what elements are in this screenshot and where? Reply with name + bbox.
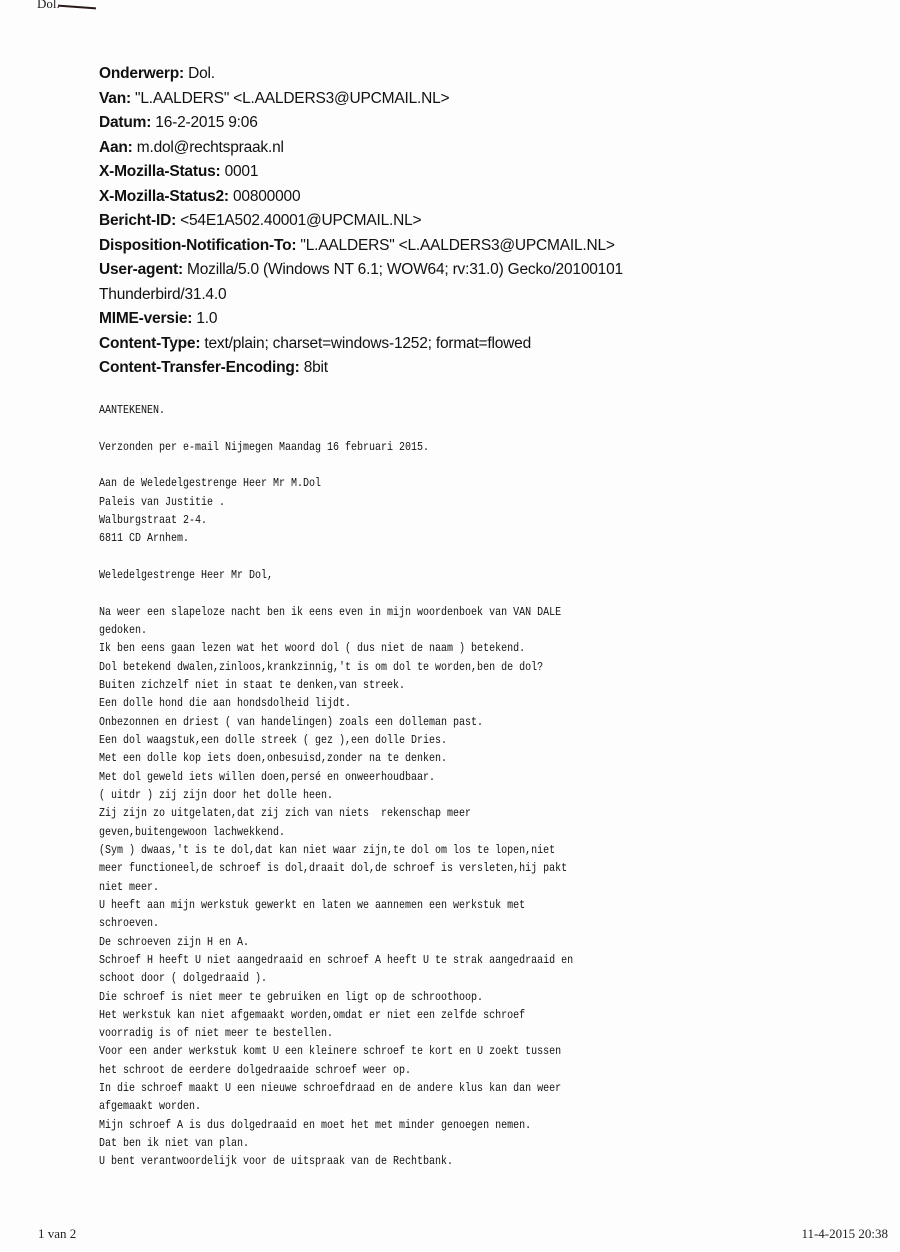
body-line: In die schroef maakt U een nieuwe schroefdraad en de andere klus kan dan weer [99, 1082, 562, 1097]
header-key: X-Mozilla-Status2: [99, 187, 229, 205]
print-timestamp: 11-4-2015 20:38 [801, 1226, 888, 1241]
body-line: AANTEKENEN. [99, 404, 166, 418]
header-value: Mozilla/5.0 (Windows NT 6.1; WOW64; rv:31.0) Gecko/20100101 [182, 261, 623, 278]
corner-label: Dol. [37, 0, 60, 11]
body-line: niet meer. [99, 881, 160, 895]
header-key: Aan: [99, 138, 133, 156]
body-line: Een dol waagstuk,een dolle streek ( gez ),een dolle Dries. [99, 734, 448, 748]
body-line: Buiten zichzelf niet in staat te denken,van streek. [99, 679, 406, 693]
body-line: schroeven. [99, 917, 160, 932]
body-line: U heeft aan mijn werkstuk gewerkt en laten we aannemen een werkstuk met [99, 899, 526, 913]
body-line: meer functioneel,de schroef is dol,draait dol,de schroef is versleten,hij pakt [99, 862, 568, 877]
header-value: <54E1A502.40001@UPCMAIL.NL> [176, 212, 422, 229]
body-line: De schroeven zijn H en A. [99, 936, 250, 950]
body-line: geven,buitengewoon lachwekkend. [99, 826, 286, 840]
header-value: 8bit [299, 359, 328, 376]
header-row [99, 87, 623, 112]
body-line: Weledelgestrenge Heer Mr Dol, [99, 569, 274, 583]
header-value: 1.0 [192, 310, 218, 327]
body-line: Mijn schroef A is dus dolgedraaid en moet het met minder genoegen nemen. [99, 1119, 532, 1133]
header-row [99, 111, 623, 136]
body-line: voorradig is of niet meer te bestellen. [99, 1027, 334, 1042]
header-value: "L.AALDERS" <L.AALDERS3@UPCMAIL.NL> [130, 89, 450, 107]
body-line: Met een dolle kop iets doen,onbesuisd,zonder na te denken. [99, 753, 448, 767]
body-line: Zij zijn zo uitgelaten,dat zij zich van niets rekenschap meer [99, 807, 472, 822]
header-key: MIME-versie: [99, 310, 193, 327]
header-row [99, 234, 623, 259]
body-line: U bent verantwoordelijk voor de uitspraak van de Rechtbank. [99, 1156, 454, 1170]
body-line: Dol betekend dwalen,zinloos,krankzinnig,'t is om dol te worden,ben de dol? [99, 661, 544, 675]
header-row [99, 136, 623, 161]
header-row [99, 185, 623, 210]
header-value: 0001 [220, 163, 259, 180]
body-line: Die schroef is niet meer te gebruiken en ligt op de schroothoop. [99, 991, 484, 1005]
header-key: Onderwerp: [99, 65, 184, 82]
body-line: ( uitdr ) zij zijn door het dolle heen. [99, 789, 334, 803]
header-value: Thunderbird/31.4.0 [99, 285, 227, 303]
header-value: Dol. [183, 65, 215, 82]
header-row [99, 62, 623, 87]
body-line: gedoken. [99, 624, 148, 638]
body-line: Het werkstuk kan niet afgemaakt worden,omdat er niet een zelfde schroef [99, 1009, 526, 1023]
letter-body [99, 403, 573, 1173]
header-row [99, 332, 623, 357]
body-line: Een dolle hond die aan hondsdolheid lijdt. [99, 698, 352, 712]
body-line: Onbezonnen en driest ( van handelingen) zoals een dolleman past. [99, 716, 484, 730]
email-headers [99, 62, 623, 381]
body-line: (Sym ) dwaas,'t is te dol,dat kan niet waar zijn,te dol om los te lopen,niet [99, 844, 556, 858]
header-row [99, 160, 623, 185]
header-value: 00800000 [228, 187, 301, 205]
header-key: Bericht-ID: [99, 212, 177, 229]
header-key: Datum: [99, 114, 152, 131]
header-row [99, 356, 623, 381]
body-line: Paleis van Justitie . [99, 496, 226, 510]
body-line: Walburgstraat 2-4. [99, 514, 208, 528]
header-value: "L.AALDERS" <L.AALDERS3@UPCMAIL.NL> [296, 236, 615, 254]
header-row [99, 209, 623, 234]
header-row [99, 258, 623, 283]
body-line: Ik ben eens gaan lezen wat het woord dol ( dus niet de naam ) betekend. [99, 643, 526, 657]
body-line: Dat ben ik niet van plan. [99, 1137, 250, 1152]
header-key: User-agent: [99, 261, 183, 278]
header-key: Content-Type: [99, 334, 201, 352]
header-row [99, 307, 623, 332]
header-key: Content-Transfer-Encoding: [99, 359, 300, 376]
header-key: Van: [99, 89, 131, 107]
header-row [99, 283, 623, 308]
strike-mark [58, 5, 96, 10]
header-value: 16-2-2015 9:06 [151, 114, 258, 131]
body-line: afgemaakt worden. [99, 1101, 202, 1115]
header-value: m.dol@rechtspraak.nl [132, 138, 284, 156]
body-line: schoot door ( dolgedraaid ). [99, 972, 268, 987]
body-line: Met dol geweld iets willen doen,persé en onweerhoudbaar. [99, 771, 436, 785]
body-line: het schroot de eerdere dolgedraaide schroef weer op. [99, 1064, 412, 1078]
page-number: 1 van 2 [38, 1226, 77, 1241]
body-line: 6811 CD Arnhem. [99, 533, 190, 547]
header-key: X-Mozilla-Status: [99, 163, 221, 180]
body-line: Voor een ander werkstuk komt U een kleinere schroef te kort en U zoekt tussen [99, 1046, 562, 1060]
body-line: Na weer een slapeloze nacht ben ik eens even in mijn woordenboek van VAN DALE [99, 606, 562, 620]
body-line: Verzonden per e-mail Nijmegen Maandag 16 februari 2015. [99, 441, 430, 455]
header-value: text/plain; charset=windows-1252; format=flowed [200, 334, 532, 352]
body-line: Aan de Weledelgestrenge Heer Mr M.Dol [99, 478, 322, 492]
header-key: Disposition-Notification-To: [99, 236, 297, 254]
body-line: Schroef H heeft U niet aangedraaid en schroef A heeft U te strak aangedraaid en [99, 954, 574, 968]
